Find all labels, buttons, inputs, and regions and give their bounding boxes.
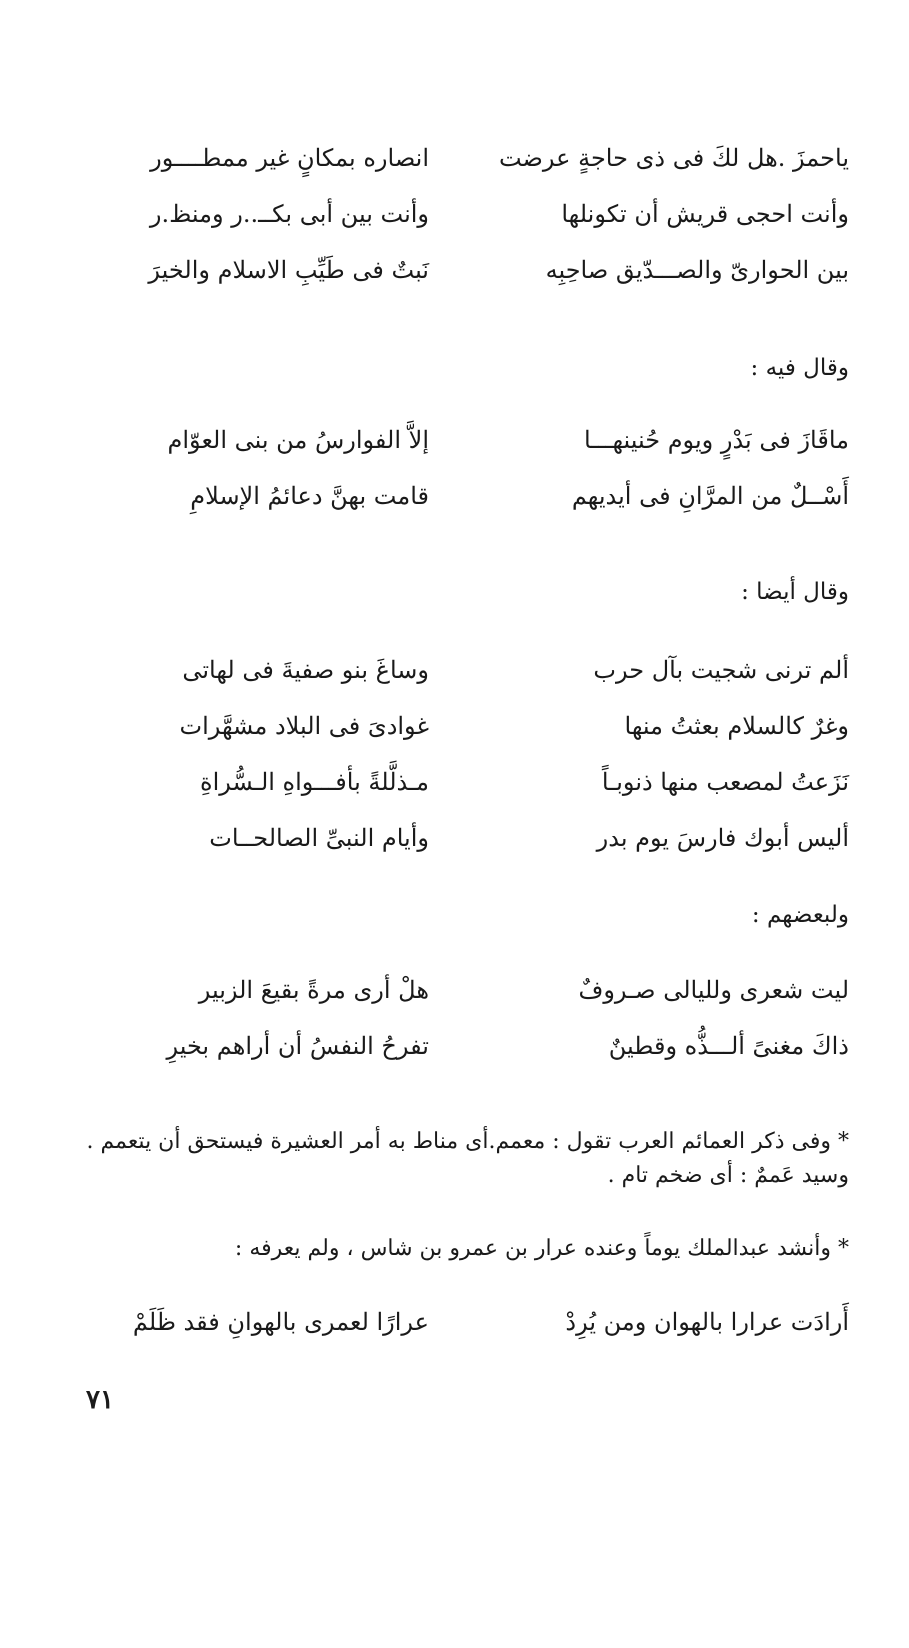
verse-second-hemistich: تفرحُ النفسُ أن أراهم بخيرِ bbox=[166, 1032, 429, 1060]
verse-first-hemistich: نَزَعتُ لمصعب منها ذنوبـاً bbox=[601, 768, 849, 796]
poem-block-3 bbox=[59, 648, 849, 872]
verse bbox=[59, 648, 849, 704]
verse-first-hemistich: ليت شعرى ولليالى صـروفٌ bbox=[578, 976, 849, 1004]
verse bbox=[59, 968, 849, 1024]
verse-first-hemistich: وغرٌ كالسلام بعثتُ منها bbox=[624, 712, 849, 740]
section-heading: وقال أيضا : bbox=[741, 579, 849, 605]
verse-first-hemistich: بين الحوارىّ والصـــدّيق صاحِبِه bbox=[545, 256, 849, 284]
verse-second-hemistich: إلاَّ الفوارسُ من بنى العوّام bbox=[167, 426, 429, 454]
verse-first-hemistich: وأنت احجى قريش أن تكونلها bbox=[561, 200, 849, 228]
verse-first-hemistich: ذاكَ مغنىً ألـــذُّه وقطينٌ bbox=[608, 1032, 849, 1060]
poem-block-5 bbox=[59, 1300, 849, 1356]
verse-second-hemistich: وأيام النبىِّ الصالحــات bbox=[209, 824, 429, 852]
verse bbox=[59, 704, 849, 760]
verse-second-hemistich: مـذلَّلةً بأفـــواهِ الـسُّراةِ bbox=[200, 768, 429, 796]
prose-paragraph: * وأنشد عبدالملك يوماً وعنده عرار بن عمرو بن شاس ، ولم يعرفه : bbox=[234, 1236, 849, 1261]
verse-first-hemistich: ماقَازَ فى بَدْرٍ ويوم حُنينهـــا bbox=[584, 426, 849, 454]
verse-first-hemistich: أليس أبوك فارسَ يوم بدر bbox=[596, 824, 849, 852]
verse-second-hemistich: قامت بهنَّ دعائمُ الإسلامِ bbox=[190, 482, 429, 510]
verse bbox=[59, 816, 849, 872]
verse-second-hemistich: انصاره بمكانٍ غير ممطــــور bbox=[150, 144, 429, 172]
section-heading: وقال فيه : bbox=[750, 355, 849, 381]
verse-first-hemistich: ياحمزَ .هل لكَ فى ذى حاجةٍ عرضت bbox=[498, 144, 849, 172]
verse bbox=[59, 418, 849, 474]
verse-second-hemistich: عرارًا لعمرى بالهوانِ فقد ظَلَمْ bbox=[132, 1308, 429, 1336]
verse bbox=[59, 1024, 849, 1080]
verse-second-hemistich: وساغَ بنو صفيةَ فى لهاتى bbox=[182, 656, 429, 684]
poem-block-2 bbox=[59, 418, 849, 530]
verse-second-hemistich: نَبتٌ فى طَيِّبِ الاسلام والخيرَ bbox=[148, 256, 429, 284]
verse bbox=[59, 136, 849, 192]
verse bbox=[59, 192, 849, 248]
poem-block-1 bbox=[59, 136, 849, 304]
verse bbox=[59, 248, 849, 304]
page-number: ٧١ bbox=[86, 1385, 114, 1415]
verse-second-hemistich: غوادىَ فى البلاد مشهَّرات bbox=[179, 712, 429, 740]
verse-first-hemistich: ألم ترنى شجيت بآل حرب bbox=[593, 656, 849, 684]
verse-first-hemistich: أَرادَت عرارا بالهوان ومن يُرِدْ bbox=[565, 1308, 849, 1336]
verse bbox=[59, 474, 849, 530]
verse bbox=[59, 760, 849, 816]
prose-paragraph: * وفى ذكر العمائم العرب تقول : معمم.أى مناط به أمر العشيرة فيستحق أن يتعمم . وسيد عَممٌ : أى ضخم تام . bbox=[86, 1129, 849, 1188]
poem-block-4 bbox=[59, 968, 849, 1080]
verse-first-hemistich: أَسْــلٌ من المرَّانِ فى أيديهم bbox=[571, 482, 849, 510]
section-heading: ولبعضهم : bbox=[751, 902, 849, 928]
verse-second-hemistich: هلْ أرى مرةً بقيعَ الزبير bbox=[198, 976, 429, 1004]
verse bbox=[59, 1300, 849, 1356]
verse-second-hemistich: وأنت بين أبى بكــ..ر ومنظ.ر bbox=[149, 200, 429, 228]
